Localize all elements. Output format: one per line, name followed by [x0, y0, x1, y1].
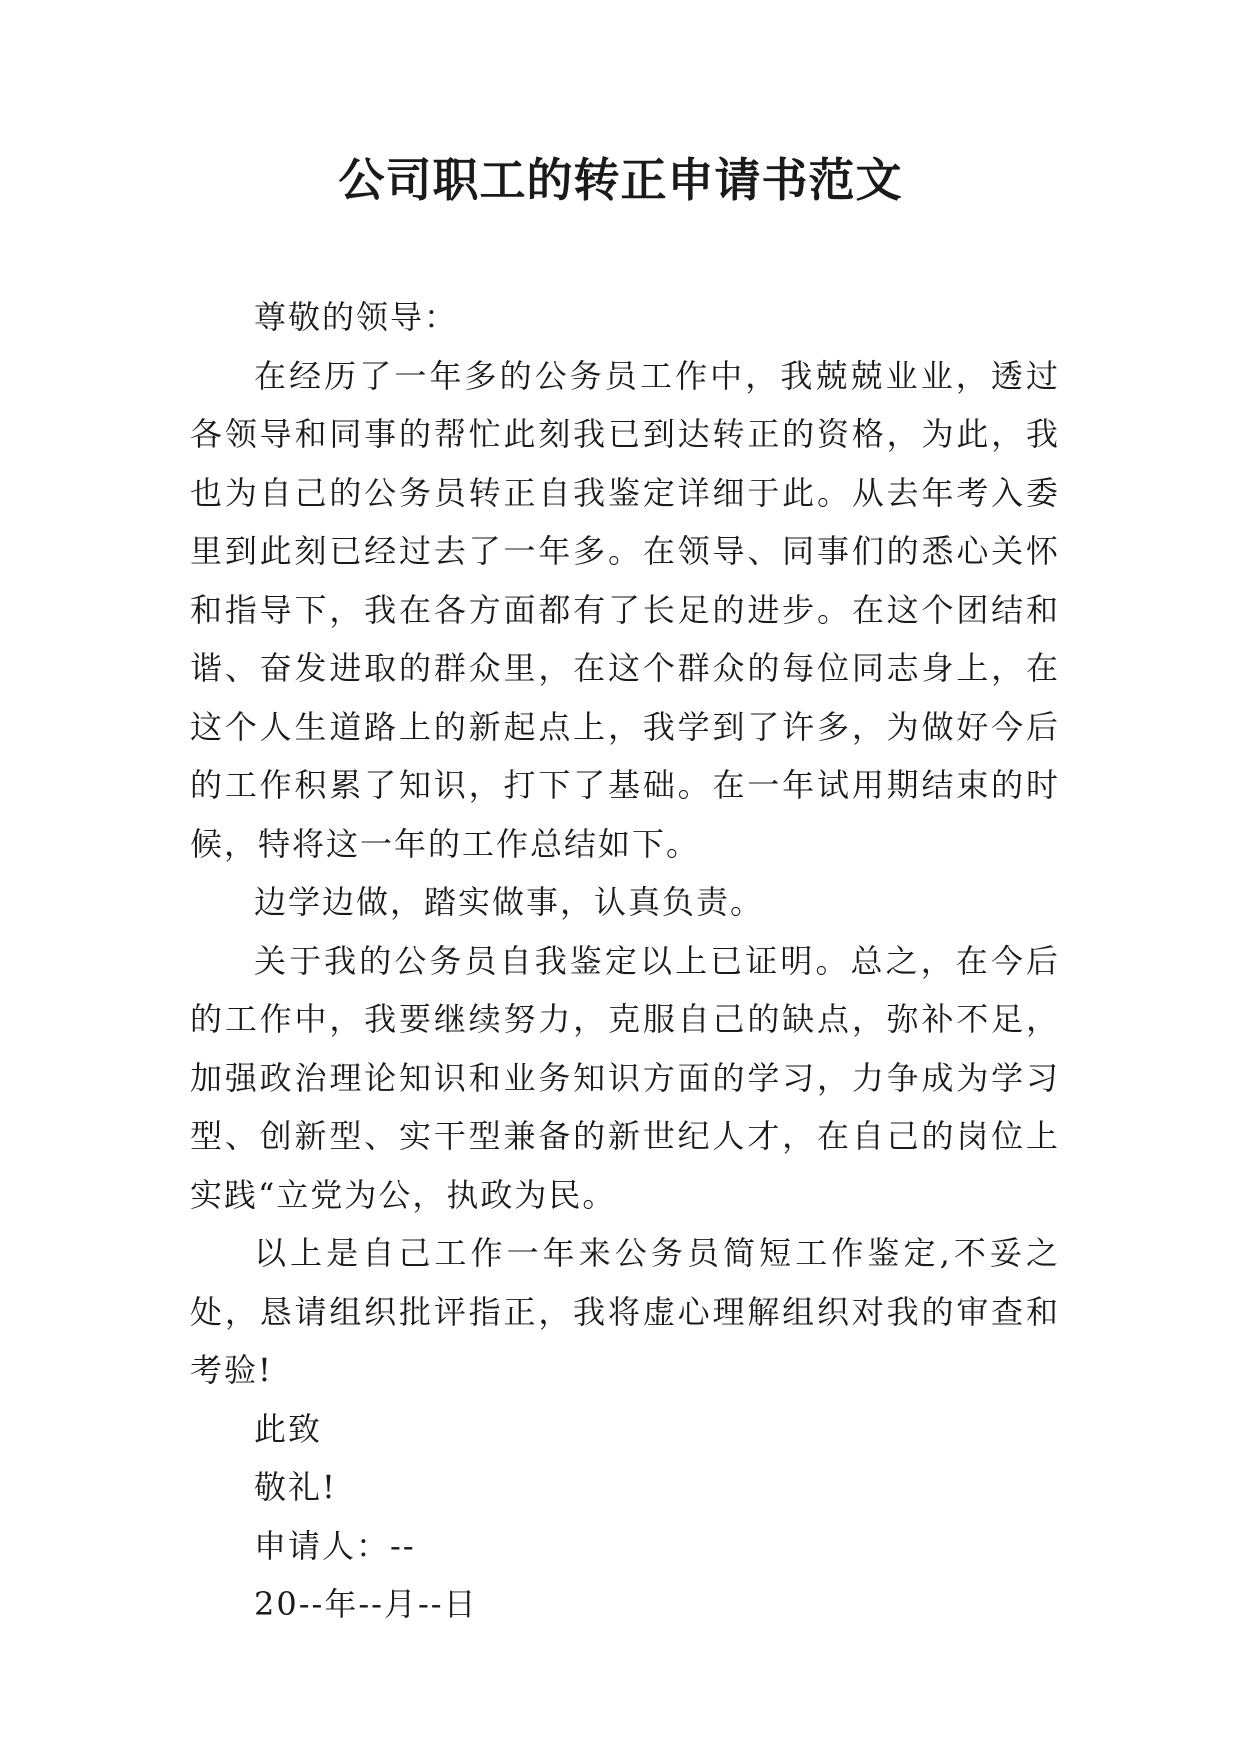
regards-line: 敬礼!	[254, 1468, 337, 1506]
paragraph-conclusion: 以上是自己工作一年来公务员简短工作鉴定,不妥之处，恳请组织批评指正，我将虚心理解组织对我的审查和考验!	[190, 1234, 1060, 1389]
paragraph-intro: 在经历了一年多的公务员工作中，我兢兢业业，透过各领导和同事的帮忙此刻我已到达转正的资格，为此，我也为自己的公务员转正自我鉴定详细于此。从去年考入委里到此刻已经过去了一年多。在领导、同事们的悉心关怀和指导下，我在各方面都有了长足的进步。在这个团结和谐、奋发进取的群众里，在这个群众的每位同志身上，在这个人生道路上的新起点上，我学到了许多，为做好今后的工作积累了知识，打下了基础。在一年试用期结束的时候，特将这一年的工作总结如下。	[190, 356, 1060, 863]
date-line: 20--年--月--日	[254, 1585, 478, 1623]
paragraph-self-assessment: 关于我的公务员自我鉴定以上已证明。总之，在今后的工作中，我要继续努力，克服自己的缺点，弥补不足，加强政治理论知识和业务知识方面的学习，力争成为学习型、创新型、实干型兼备的新世纪人才，在自己的岗位上实践“立党为公，执政为民。	[190, 941, 1060, 1214]
document-body	[190, 288, 1060, 1634]
paragraph-summary-heading: 边学边做，踏实做事，认真负责。	[254, 883, 765, 921]
applicant-line: 申请人：--	[254, 1526, 416, 1565]
closing-line: 此致	[254, 1409, 323, 1448]
salutation: 尊敬的领导：	[254, 298, 459, 336]
document-title: 公司职工的转正申请书范文	[338, 153, 903, 207]
